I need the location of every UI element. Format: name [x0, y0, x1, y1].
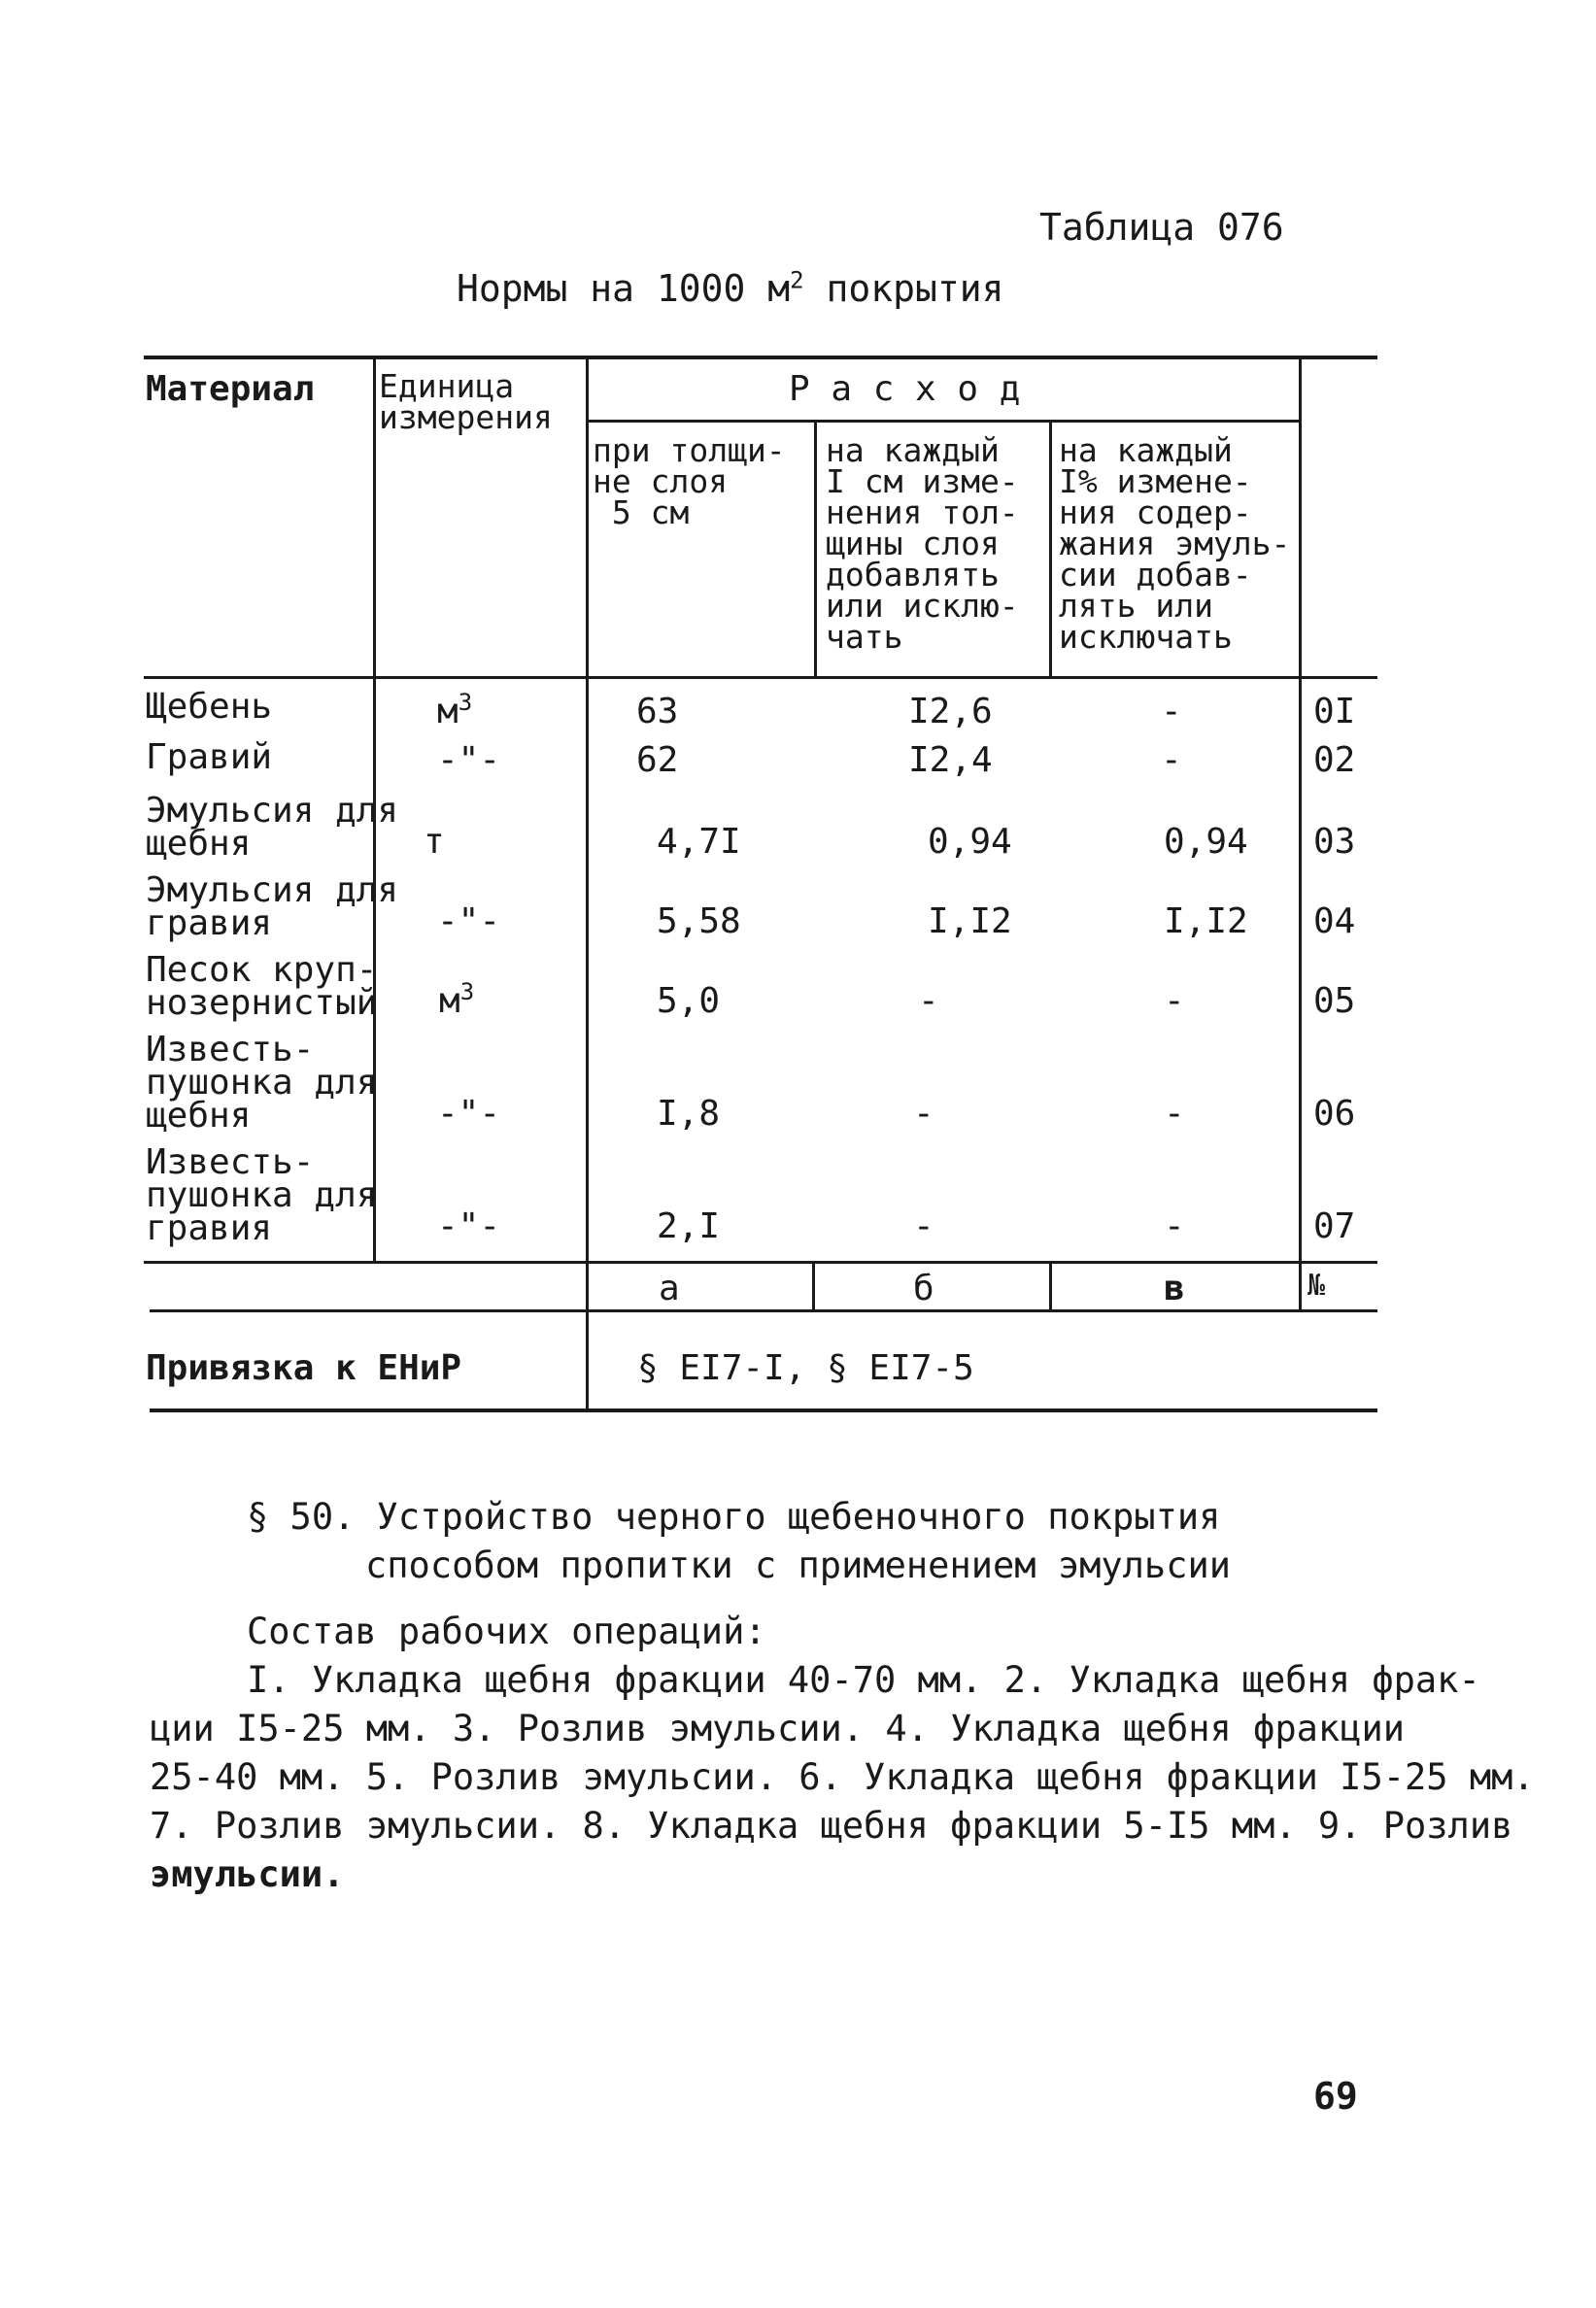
- row-unit: -"-: [437, 1094, 501, 1134]
- binding-value: § ЕI7-I, § ЕI7-5: [637, 1348, 974, 1388]
- body-bottom-rule: [144, 1261, 1377, 1264]
- row-value-a: 4,7I: [657, 822, 741, 862]
- row-code: 04: [1313, 901, 1356, 941]
- row-value-b: -: [913, 1094, 934, 1134]
- row-unit: $м^3$: [439, 978, 475, 1021]
- row-unit: -"-: [437, 740, 501, 780]
- col-sep-a-lower: [812, 1261, 815, 1311]
- row-value-c: -: [1164, 1206, 1185, 1246]
- table-title-sup: 2: [790, 266, 804, 294]
- row-value-a: 2,I: [657, 1206, 721, 1246]
- operations-line: I. Укладка щебня фракции 40-70 мм. 2. Укладка щебня фрак-: [247, 1659, 1480, 1701]
- col-sep-a: [814, 420, 817, 678]
- page-number: 69: [1313, 2075, 1358, 2118]
- section-heading-line2: способом пропитки с применением эмульсии: [365, 1544, 1232, 1586]
- row-code: 0I: [1313, 692, 1356, 731]
- column-letter-b: б: [913, 1269, 934, 1308]
- row-value-c: -: [1164, 981, 1185, 1021]
- row-value-a: 5,58: [657, 901, 741, 941]
- table-title: [457, 267, 1004, 310]
- table-title-prefix: Нормы на 1000 м: [457, 267, 791, 310]
- column-letter-c: в: [1164, 1269, 1185, 1308]
- col-sep-code: [1299, 356, 1302, 1311]
- header-col-c: на каждый I% измене- ния содер- жания эмуль- сии добав- лять или исключать: [1059, 431, 1291, 656]
- header-unit: Единица измерения: [379, 367, 553, 436]
- row-value-a: 63: [636, 692, 679, 731]
- binding-label: Привязка к ЕНиР: [146, 1348, 462, 1388]
- row-material: Песок круп- нозернистый: [146, 950, 378, 1023]
- row-material: Эмульсия для гравия: [146, 870, 399, 943]
- letters-bottom-rule: [150, 1309, 1377, 1312]
- header-material: Материал: [146, 369, 315, 409]
- row-code: 03: [1313, 822, 1356, 862]
- row-value-a: 5,0: [657, 981, 721, 1021]
- row-unit: $м^3$: [437, 689, 473, 731]
- table-top-rule: [144, 356, 1377, 359]
- row-unit: т: [424, 822, 445, 862]
- col-sep-b-lower: [1049, 1261, 1052, 1311]
- row-value-c: -: [1161, 740, 1182, 780]
- row-value-c: -: [1164, 1094, 1185, 1134]
- row-value-c: I,I2: [1164, 901, 1248, 941]
- table-caption: Таблица 076: [1039, 206, 1284, 249]
- header-col-b: на каждый I см изме- нения тол- щины слоя добавлять или исклю- чать: [826, 431, 1019, 656]
- row-value-c: -: [1161, 692, 1182, 731]
- header-bottom-rule: [144, 676, 1377, 679]
- header-col-a: при толщи- не слоя 5 см: [593, 431, 786, 531]
- row-code: 02: [1313, 740, 1356, 780]
- col-sep-unit: [586, 356, 589, 1412]
- row-value-b: I,I2: [928, 901, 1012, 941]
- row-value-b: I2,4: [908, 740, 993, 780]
- section-heading-line1: § 50. Устройство черного щебеночного покрытия: [247, 1496, 1221, 1538]
- column-letter-code: №: [1307, 1269, 1326, 1303]
- row-code: 05: [1313, 981, 1356, 1021]
- row-code: 07: [1313, 1206, 1356, 1246]
- operations-line: 25-40 мм. 5. Розлив эмульсии. 6. Укладка щебня фракции I5-25 мм.: [150, 1756, 1535, 1798]
- row-unit: -"-: [437, 901, 501, 941]
- operations-line: ции I5-25 мм. 3. Розлив эмульсии. 4. Укладка щебня фракции: [150, 1708, 1406, 1749]
- row-material: Известь- пушонка для гравия: [146, 1142, 378, 1248]
- row-value-b: -: [918, 981, 939, 1021]
- header-consumption: Р а с х о д: [789, 369, 1021, 409]
- row-value-c: 0,94: [1164, 822, 1248, 862]
- table-bottom-rule: [150, 1409, 1377, 1412]
- row-material: Известь- пушонка для щебня: [146, 1030, 378, 1136]
- operations-title: Состав рабочих операций:: [247, 1611, 766, 1652]
- col-sep-b: [1049, 420, 1052, 678]
- consumption-rule: [587, 420, 1300, 423]
- row-code: 06: [1313, 1094, 1356, 1134]
- operations-line: эмульсии.: [150, 1853, 345, 1895]
- row-material: Гравий: [146, 737, 273, 777]
- row-value-b: -: [913, 1206, 934, 1246]
- row-material: Эмульсия для щебня: [146, 791, 399, 864]
- row-value-b: I2,6: [908, 692, 993, 731]
- row-value-a: I,8: [657, 1094, 721, 1134]
- table-title-suffix: покрытия: [803, 267, 1004, 310]
- row-material: Щебень: [146, 687, 273, 727]
- row-value-b: 0,94: [928, 822, 1012, 862]
- row-value-a: 62: [636, 740, 679, 780]
- row-unit: -"-: [437, 1206, 501, 1246]
- column-letter-a: а: [659, 1269, 680, 1308]
- operations-line: 7. Розлив эмульсии. 8. Укладка щебня фракции 5-I5 мм. 9. Розлив: [150, 1805, 1513, 1847]
